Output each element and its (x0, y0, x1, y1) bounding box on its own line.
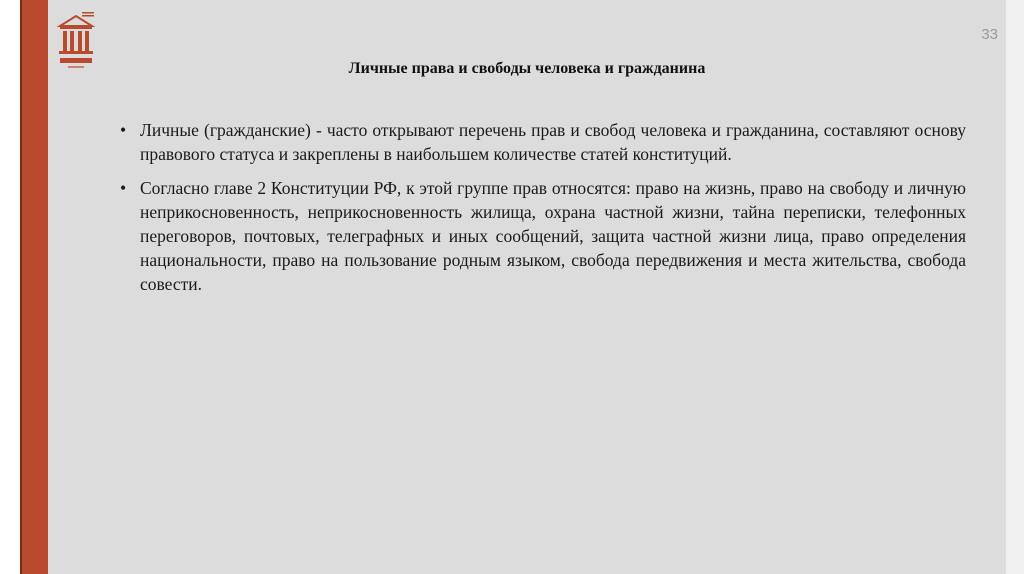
slide-title: Личные права и свободы человека и гражданина (348, 60, 706, 77)
slide-number: 33 (981, 26, 998, 43)
accent-bar (20, 0, 48, 574)
bullet-marker: • (120, 178, 127, 198)
bullet-item (118, 118, 966, 166)
bullet-item (118, 176, 966, 296)
right-margin-strip (1006, 0, 1024, 574)
bullet-marker: • (120, 120, 127, 140)
bullet-text: Согласно главе 2 Конституции РФ, к этой группе прав относятся: право на жизнь, право на свободу и личную неприкосновенность, неприкосновенность жилища, охрана частной жизни, тайна переписки, телефонных переговоров, почтовых, телеграфных и иных сообщений, защита частной жизни лица, право определения национальности, право на пользование родным языком, свобода передвижения и места жительства, свобода совести. (140, 178, 966, 294)
bullet-text: Личные (гражданские) - часто открывают перечень прав и свобод человека и гражданина, составляют основу правового статуса и закреплены в наибольшем количестве статей конституций. (140, 120, 966, 164)
bullet-list (118, 118, 966, 306)
